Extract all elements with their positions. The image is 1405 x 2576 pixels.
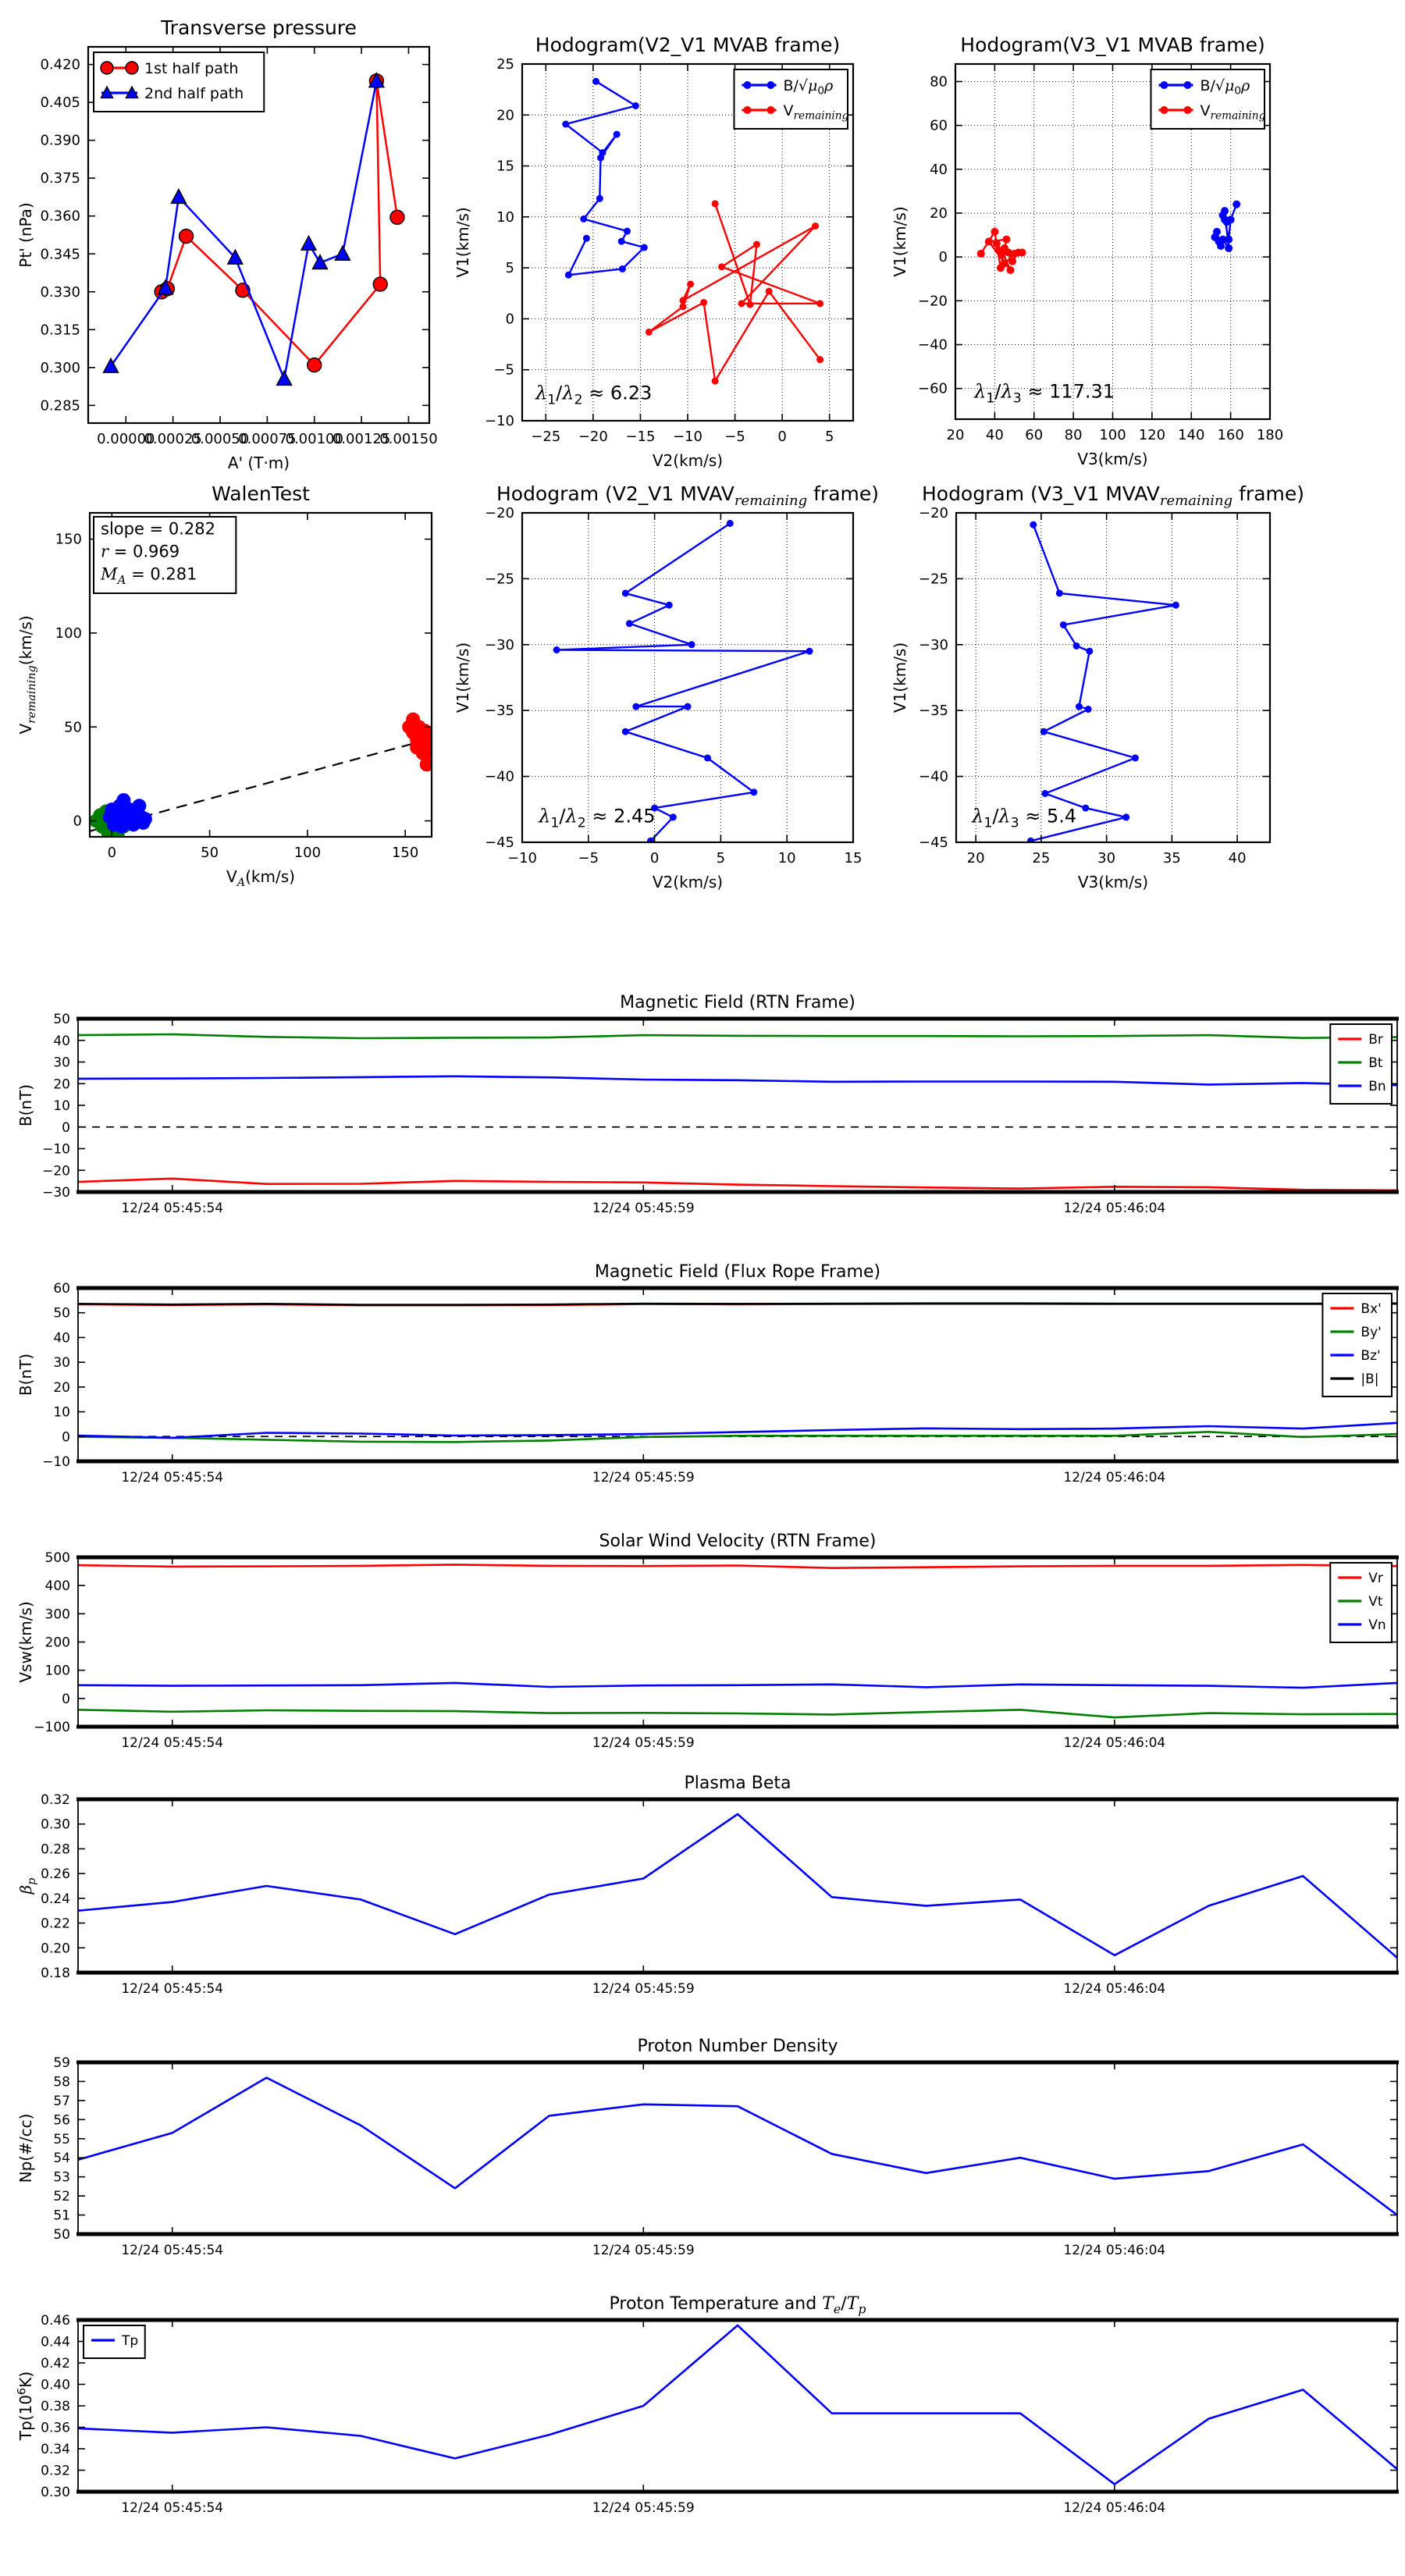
svg-text:0.28: 0.28 bbox=[41, 1841, 70, 1858]
svg-text:0.330: 0.330 bbox=[40, 283, 80, 301]
svg-text:V1(km/s): V1(km/s) bbox=[891, 206, 909, 277]
svg-text:0.00125: 0.00125 bbox=[332, 431, 391, 447]
svg-text:40: 40 bbox=[930, 161, 948, 178]
svg-text:55: 55 bbox=[53, 2131, 70, 2147]
svg-text:−40: −40 bbox=[918, 336, 948, 354]
svg-text:−45: −45 bbox=[919, 834, 948, 851]
svg-text:0.345: 0.345 bbox=[40, 246, 80, 263]
svg-text:Vt: Vt bbox=[1368, 1594, 1383, 1610]
svg-text:slope = 0.282: slope = 0.282 bbox=[101, 519, 215, 539]
svg-text:−5: −5 bbox=[724, 429, 745, 445]
svg-text:25: 25 bbox=[1032, 850, 1051, 866]
svg-text:−45: −45 bbox=[485, 834, 514, 851]
svg-text:20: 20 bbox=[53, 1379, 70, 1396]
chart-solar-wind-velocity bbox=[16, 1514, 1405, 1768]
svg-text:V1(km/s): V1(km/s) bbox=[891, 642, 909, 713]
svg-text:0.18: 0.18 bbox=[41, 1966, 70, 1981]
svg-text:12/24 05:45:54: 12/24 05:45:54 bbox=[121, 1735, 224, 1751]
svg-text:59: 59 bbox=[53, 2055, 70, 2071]
svg-text:300: 300 bbox=[44, 1606, 70, 1623]
svg-text:V3(km/s): V3(km/s) bbox=[1077, 450, 1148, 468]
svg-text:A' (T·m): A' (T·m) bbox=[227, 454, 290, 472]
svg-text:12/24 05:45:54: 12/24 05:45:54 bbox=[121, 2243, 224, 2258]
svg-text:150: 150 bbox=[55, 531, 82, 548]
svg-text:15: 15 bbox=[844, 850, 863, 866]
svg-text:10: 10 bbox=[777, 850, 796, 866]
svg-text:Bt: Bt bbox=[1368, 1055, 1383, 1072]
svg-text:12/24 05:45:59: 12/24 05:45:59 bbox=[592, 2243, 695, 2258]
svg-text:0.00075: 0.00075 bbox=[238, 431, 297, 447]
svg-text:0: 0 bbox=[107, 845, 117, 861]
svg-text:12/24 05:45:54: 12/24 05:45:54 bbox=[121, 1981, 224, 1997]
svg-text:λ1/λ2 ≈ 2.45: $\lambda_1/\lambda_2 \approx 2.45$ bbox=[539, 805, 656, 831]
svg-text:0.00050: 0.00050 bbox=[190, 431, 250, 447]
svg-text:0.360: 0.360 bbox=[40, 208, 80, 225]
svg-text:V2(km/s): V2(km/s) bbox=[652, 873, 724, 891]
svg-text:100: 100 bbox=[293, 845, 322, 861]
svg-text:Br: Br bbox=[1368, 1032, 1383, 1048]
svg-text:Hodogram(V3_V1 MVAB frame): Hodogram(V3_V1 MVAB frame) bbox=[960, 34, 1265, 56]
svg-text:0.40: 0.40 bbox=[41, 2377, 70, 2393]
svg-text:57: 57 bbox=[53, 2093, 70, 2109]
chart-transverse-pressure bbox=[16, 8, 464, 472]
svg-text:Pt' (nPa): Pt' (nPa) bbox=[16, 202, 35, 268]
svg-text:−100: −100 bbox=[34, 1720, 70, 1735]
svg-text:−25: −25 bbox=[485, 571, 514, 588]
svg-text:60: 60 bbox=[930, 117, 948, 134]
svg-text:10: 10 bbox=[53, 1098, 70, 1114]
svg-text:−30: −30 bbox=[919, 636, 948, 653]
svg-text:12/24 05:46:04: 12/24 05:46:04 bbox=[1063, 1735, 1166, 1751]
svg-text:100: 100 bbox=[1099, 427, 1126, 443]
svg-text:Bn: Bn bbox=[1368, 1079, 1386, 1095]
svg-text:0: 0 bbox=[938, 249, 948, 266]
svg-text:Vsw(km/s): Vsw(km/s) bbox=[16, 1601, 35, 1683]
svg-text:20: 20 bbox=[496, 107, 514, 124]
svg-text:Vr: Vr bbox=[1368, 1571, 1383, 1587]
svg-text:B/√μ0ρ: $B/√\mu_0\rho$ bbox=[783, 76, 834, 98]
svg-text:0.30: 0.30 bbox=[41, 2485, 70, 2500]
svg-text:−20: −20 bbox=[918, 293, 948, 310]
svg-text:Magnetic Field (RTN Frame): Magnetic Field (RTN Frame) bbox=[620, 993, 855, 1012]
chart-hodogram-v3v1-mvav bbox=[890, 468, 1327, 929]
chart-walen-test bbox=[16, 468, 464, 929]
svg-text:−20: −20 bbox=[485, 505, 514, 521]
svg-text:40: 40 bbox=[985, 427, 1004, 443]
svg-text:0.375: 0.375 bbox=[40, 170, 80, 187]
svg-text:0.405: 0.405 bbox=[40, 94, 80, 112]
svg-text:−35: −35 bbox=[485, 703, 514, 720]
svg-text:Hodogram (V3_V1 MVAVremaining: Hodogram (V3_V1 $MVAV_{remaining}$ frame) bbox=[921, 482, 1305, 509]
svg-text:−30: −30 bbox=[485, 636, 514, 653]
svg-text:150: 150 bbox=[391, 845, 419, 861]
svg-text:5: 5 bbox=[824, 429, 834, 445]
svg-text:12/24 05:46:04: 12/24 05:46:04 bbox=[1063, 1201, 1166, 1216]
svg-text:0: 0 bbox=[505, 311, 514, 328]
svg-text:0.315: 0.315 bbox=[40, 322, 80, 339]
svg-text:0.42: 0.42 bbox=[41, 2356, 70, 2371]
svg-text:50: 50 bbox=[64, 719, 82, 736]
svg-text:r = 0.969: r = 0.969 bbox=[101, 542, 180, 561]
svg-text:400: 400 bbox=[44, 1578, 70, 1595]
svg-text:12/24 05:45:59: 12/24 05:45:59 bbox=[592, 1470, 695, 1485]
svg-text:−10: −10 bbox=[42, 1454, 70, 1470]
svg-text:0: 0 bbox=[649, 850, 660, 866]
svg-text:−10: −10 bbox=[673, 429, 702, 445]
svg-text:50: 50 bbox=[201, 845, 219, 861]
svg-text:λ1/λ2 ≈ 6.23: $\lambda_1/\lambda_2 \approx 6.23$ bbox=[535, 382, 653, 408]
svg-text:20: 20 bbox=[966, 850, 985, 866]
svg-text:WalenTest: WalenTest bbox=[212, 482, 310, 505]
svg-text:Proton Temperature and Te/Tp: Proton Temperature and $T_e/T_p$ bbox=[609, 2294, 866, 2317]
svg-text:2nd half path: 2nd half path bbox=[144, 84, 244, 102]
svg-text:Hodogram (V2_V1 MVAVremaining: Hodogram (V2_V1 $MVAV_{remaining}$ frame) bbox=[496, 482, 880, 509]
svg-text:Vn: Vn bbox=[1368, 1617, 1386, 1634]
chart-hodogram-v2v1-mvav bbox=[453, 468, 890, 929]
svg-text:12/24 05:45:54: 12/24 05:45:54 bbox=[121, 1470, 224, 1485]
svg-text:Plasma Beta: Plasma Beta bbox=[684, 1774, 791, 1793]
svg-text:0.00025: 0.00025 bbox=[144, 431, 202, 447]
svg-text:Vremaining: $V_{remaining}$ bbox=[1200, 101, 1266, 123]
svg-text:10: 10 bbox=[496, 208, 514, 226]
svg-text:12/24 05:46:04: 12/24 05:46:04 bbox=[1063, 2500, 1166, 2516]
svg-text:51: 51 bbox=[53, 2208, 70, 2224]
svg-text:12/24 05:45:59: 12/24 05:45:59 bbox=[592, 1735, 695, 1751]
svg-text:0: 0 bbox=[73, 813, 82, 830]
svg-text:0.34: 0.34 bbox=[41, 2442, 70, 2457]
svg-text:50: 50 bbox=[53, 1012, 70, 1027]
svg-text:Proton Number Density: Proton Number Density bbox=[637, 2037, 838, 2056]
svg-text:−5: −5 bbox=[493, 361, 514, 379]
svg-text:λ1/λ3 ≈ 5.4: $\lambda_1/\lambda_3 \approx 5.4$ bbox=[972, 805, 1077, 831]
svg-text:0.390: 0.390 bbox=[40, 132, 80, 149]
chart-proton-temperature bbox=[16, 2279, 1405, 2537]
svg-text:B(nT): B(nT) bbox=[16, 1083, 35, 1127]
svg-text:0.30: 0.30 bbox=[41, 1816, 70, 1833]
svg-text:0: 0 bbox=[777, 429, 787, 445]
svg-text:MA = 0.281: $M_A = 0.281$ bbox=[101, 564, 197, 587]
svg-text:60: 60 bbox=[53, 1281, 70, 1297]
svg-text:0.26: 0.26 bbox=[41, 1866, 70, 1883]
svg-text:Solar Wind Velocity (RTN Frame: Solar Wind Velocity (RTN Frame) bbox=[599, 1532, 877, 1551]
svg-text:12/24 05:46:04: 12/24 05:46:04 bbox=[1063, 1981, 1166, 1997]
svg-text:1st half path: 1st half path bbox=[144, 59, 239, 77]
svg-text:53: 53 bbox=[53, 2169, 70, 2186]
svg-text:0.420: 0.420 bbox=[40, 56, 80, 73]
svg-text:−40: −40 bbox=[485, 768, 514, 785]
svg-text:140: 140 bbox=[1178, 427, 1205, 443]
svg-text:50: 50 bbox=[53, 2227, 70, 2243]
svg-text:0: 0 bbox=[62, 1119, 70, 1136]
svg-text:30: 30 bbox=[1097, 850, 1116, 866]
svg-text:40: 40 bbox=[53, 1033, 70, 1049]
svg-text:180: 180 bbox=[1256, 427, 1284, 443]
svg-text:20: 20 bbox=[930, 205, 948, 222]
svg-text:Vremaining: $V_{remaining}$ bbox=[783, 101, 849, 123]
svg-text:25: 25 bbox=[496, 56, 514, 73]
svg-text:56: 56 bbox=[53, 2112, 70, 2129]
svg-text:0.32: 0.32 bbox=[41, 2463, 70, 2479]
svg-text:12/24 05:45:59: 12/24 05:45:59 bbox=[592, 1201, 695, 1216]
svg-text:−10: −10 bbox=[42, 1141, 70, 1158]
svg-text:V1(km/s): V1(km/s) bbox=[454, 207, 472, 278]
svg-text:30: 30 bbox=[53, 1355, 70, 1372]
svg-text:By': By' bbox=[1361, 1325, 1382, 1341]
svg-text:10: 10 bbox=[53, 1404, 70, 1421]
svg-text:5: 5 bbox=[716, 850, 726, 866]
svg-text:0.00100: 0.00100 bbox=[285, 431, 343, 447]
svg-text:0.300: 0.300 bbox=[40, 359, 80, 376]
svg-text:−5: −5 bbox=[578, 850, 599, 866]
svg-text:VA(km/s): $V_A(km/s)$ bbox=[226, 867, 295, 889]
svg-text:0.22: 0.22 bbox=[41, 1916, 70, 1932]
svg-text:12/24 05:45:54: 12/24 05:45:54 bbox=[121, 2500, 224, 2516]
svg-text:52: 52 bbox=[53, 2189, 70, 2205]
svg-text:80: 80 bbox=[930, 73, 948, 91]
svg-text:Tp(106K): $Tp(10^6K)$ bbox=[16, 2371, 35, 2441]
svg-text:B/√μ0ρ: $B/√\mu_0\rho$ bbox=[1200, 76, 1250, 98]
svg-text:V3(km/s): V3(km/s) bbox=[1077, 873, 1149, 891]
svg-text:12/24 05:45:54: 12/24 05:45:54 bbox=[121, 1201, 224, 1216]
svg-text:15: 15 bbox=[496, 158, 514, 175]
svg-text:120: 120 bbox=[1138, 427, 1166, 443]
svg-text:−20: −20 bbox=[578, 429, 608, 445]
svg-text:200: 200 bbox=[44, 1635, 70, 1651]
svg-text:0.32: 0.32 bbox=[41, 1792, 70, 1808]
svg-text:B(nT): B(nT) bbox=[16, 1353, 35, 1397]
svg-text:5: 5 bbox=[505, 260, 514, 277]
svg-text:0.44: 0.44 bbox=[41, 2334, 70, 2350]
svg-text:0: 0 bbox=[62, 1429, 70, 1446]
svg-text:60: 60 bbox=[1025, 427, 1044, 443]
svg-text:20: 20 bbox=[53, 1076, 70, 1093]
svg-text:0.20: 0.20 bbox=[41, 1941, 70, 1957]
svg-text:500: 500 bbox=[44, 1550, 70, 1566]
svg-text:Bz': Bz' bbox=[1361, 1348, 1381, 1364]
svg-text:40: 40 bbox=[1228, 850, 1247, 866]
svg-text:−10: −10 bbox=[485, 413, 514, 429]
svg-text:58: 58 bbox=[53, 2074, 70, 2090]
svg-text:−20: −20 bbox=[42, 1163, 70, 1179]
svg-text:12/24 05:46:04: 12/24 05:46:04 bbox=[1063, 1470, 1166, 1485]
svg-text:12/24 05:46:04: 12/24 05:46:04 bbox=[1063, 2243, 1166, 2258]
chart-magnetic-field-flux-rope bbox=[16, 1245, 1405, 1503]
svg-text:−30: −30 bbox=[42, 1185, 70, 1201]
svg-text:40: 40 bbox=[53, 1330, 70, 1347]
svg-text:100: 100 bbox=[44, 1663, 70, 1679]
svg-text:Transverse pressure: Transverse pressure bbox=[161, 16, 357, 39]
svg-text:0.24: 0.24 bbox=[41, 1891, 70, 1907]
svg-text:−40: −40 bbox=[919, 768, 948, 785]
svg-text:|B|: |B| bbox=[1361, 1372, 1379, 1388]
svg-text:−15: −15 bbox=[625, 429, 656, 445]
svg-text:20: 20 bbox=[946, 427, 965, 443]
chart-plasma-beta bbox=[16, 1756, 1405, 2014]
svg-text:0.46: 0.46 bbox=[41, 2313, 70, 2329]
svg-text:λ1/λ3 ≈ 117.31: $\lambda_1/\lambda_3 \approx 117.31$ bbox=[974, 380, 1115, 407]
chart-magnetic-field-rtn bbox=[16, 976, 1405, 1233]
svg-text:−25: −25 bbox=[531, 429, 561, 445]
svg-text:100: 100 bbox=[55, 624, 82, 642]
chart-hodogram-v2v1-mvab bbox=[453, 8, 890, 472]
svg-text:−20: −20 bbox=[919, 505, 948, 521]
svg-text:Tp: Tp bbox=[122, 2333, 139, 2350]
svg-text:160: 160 bbox=[1217, 427, 1244, 443]
svg-text:0.00150: 0.00150 bbox=[379, 431, 438, 447]
svg-text:Np(#/cc): Np(#/cc) bbox=[16, 2113, 35, 2183]
svg-text:54: 54 bbox=[53, 2151, 70, 2167]
svg-text:0.285: 0.285 bbox=[40, 397, 80, 415]
svg-text:0.38: 0.38 bbox=[41, 2399, 70, 2414]
svg-text:Hodogram(V2_V1 MVAB frame): Hodogram(V2_V1 MVAB frame) bbox=[535, 34, 841, 56]
svg-text:0.00000: 0.00000 bbox=[97, 431, 155, 447]
svg-text:12/24 05:45:59: 12/24 05:45:59 bbox=[592, 1981, 695, 1997]
svg-text:Bx': Bx' bbox=[1361, 1301, 1382, 1318]
svg-text:βp: $\beta_p$ bbox=[16, 1877, 38, 1895]
svg-text:50: 50 bbox=[53, 1305, 70, 1322]
chart-hodogram-v3v1-mvab bbox=[890, 8, 1327, 472]
svg-text:−60: −60 bbox=[918, 380, 948, 397]
svg-text:Magnetic Field (Flux Rope Fram: Magnetic Field (Flux Rope Frame) bbox=[594, 1262, 881, 1282]
svg-text:V2(km/s): V2(km/s) bbox=[652, 451, 724, 470]
svg-text:Vremaining(km/s): $V_{remaining}(km/s)$ bbox=[16, 615, 38, 735]
svg-text:−10: −10 bbox=[507, 850, 537, 866]
svg-text:V1(km/s): V1(km/s) bbox=[454, 642, 472, 713]
chart-proton-number-density bbox=[16, 2022, 1405, 2275]
svg-text:0: 0 bbox=[62, 1691, 70, 1707]
svg-text:35: 35 bbox=[1162, 850, 1181, 866]
svg-text:−35: −35 bbox=[919, 703, 948, 720]
svg-text:80: 80 bbox=[1064, 427, 1083, 443]
svg-text:−25: −25 bbox=[919, 571, 948, 588]
svg-text:30: 30 bbox=[53, 1055, 70, 1071]
svg-text:12/24 05:45:59: 12/24 05:45:59 bbox=[592, 2500, 695, 2516]
svg-text:0.36: 0.36 bbox=[41, 2420, 70, 2436]
